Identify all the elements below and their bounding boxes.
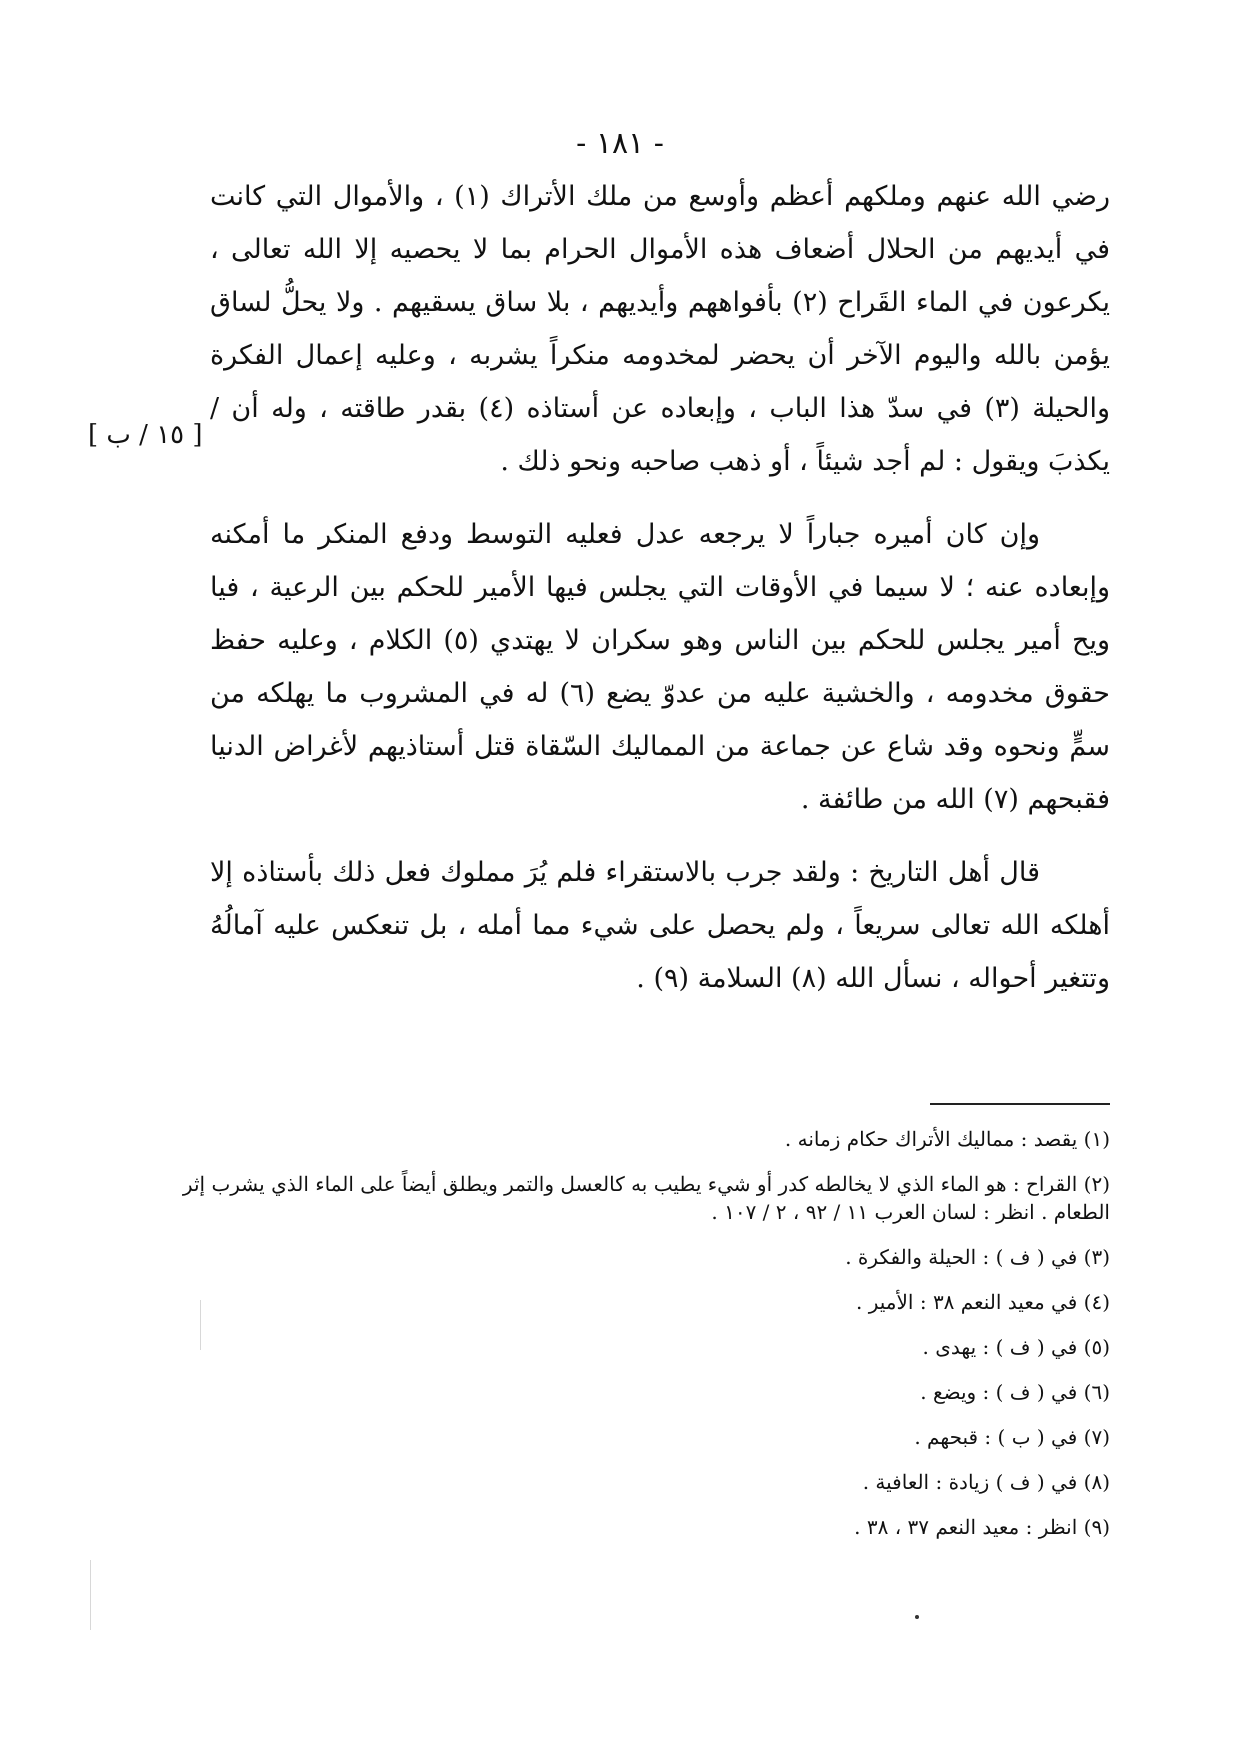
page-number: - ١٨١ - xyxy=(576,126,664,161)
footnote-2: (٢) القراح : هو الماء الذي لا يخالطه كدر أو شيء يطيب به كالعسل والتمر ويطلق أيضاً على الماء الذي يشرب إثر الطعام . انظر : لسان العرب ١١ / ٩٢ ، ٢ / ١٠٧ . xyxy=(182,1172,1110,1224)
scan-artifact-line xyxy=(200,1300,201,1350)
footnote-5: (٥) في ( ف ) : يهدى . xyxy=(922,1335,1110,1359)
main-text xyxy=(210,170,1110,1025)
margin-folio-note: [ ١٥ / ب ] xyxy=(88,420,203,450)
scan-artifact-line xyxy=(90,1560,91,1630)
paragraph-1: رضي الله عنهم وملكهم أعظم وأوسع من ملك الأتراك (١) ، والأموال التي كانت في أيديهم من الحلال أضعاف هذه الأموال الحرام بما لا يحصيه إلا الله تعالى ، يكرعون في الماء القَراح (٢) بأفواههم وأيديهم ، بلا ساق يسقيهم . ولا يحلُّ لساق يؤمن بالله واليوم الآخر أن يحضر لمخدومه منكراً يشربه ، وعليه إعمال الفكرة والحيلة (٣) في سدّ هذا الباب ، وإبعاده عن أستاذه (٤) بقدر طاقته ، وله أن / يكذبَ ويقول : لم أجد شيئاً ، أو ذهب صاحبه ونحو ذلك . xyxy=(210,181,1111,477)
paragraph-3: قال أهل التاريخ : ولقد جرب بالاستقراء فلم يُرَ مملوك فعل ذلك بأستاذه إلا أهلكه الله تعالى سريعاً ، ولم يحصل على شيء مما أمله ، بل تنعكس عليه آمالُهُ وتتغير أحواله ، نسأل الله (٨) السلامة (٩) . xyxy=(210,857,1110,994)
scan-artifact-dot xyxy=(915,1615,919,1619)
footnote-8: (٨) في ( ف ) زيادة : العافية . xyxy=(862,1470,1110,1494)
paragraph-2: وإن كان أميره جباراً لا يرجعه عدل فعليه التوسط ودفع المنكر ما أمكنه وإبعاده عنه ؛ لا سيما في الأوقات التي يجلس فيها الأمير للحكم بين الرعية ، فيا ويح أمير يجلس للحكم بين الناس وهو سكران لا يهتدي (٥) الكلام ، وعليه حفظ حقوق مخدومه ، والخشية عليه من عدوّ يضع (٦) له في المشروب ما يهلكه من سمٍّ ونحوه وقد شاع عن جماعة من المماليك السّقاة قتل أستاذيهم لأغراض الدنيا فقبحهم (٧) الله من طائفة . xyxy=(210,519,1110,815)
footnote-separator xyxy=(930,1103,1110,1105)
footnotes xyxy=(180,1125,1110,1558)
footnote-3: (٣) في ( ف ) : الحيلة والفكرة . xyxy=(845,1245,1110,1269)
footnote-1: (١) يقصد : مماليك الأتراك حكام زمانه . xyxy=(784,1127,1110,1151)
footnote-7: (٧) في ( ب ) : قبحهم . xyxy=(914,1425,1110,1449)
footnote-4: (٤) في معيد النعم ٣٨ : الأمير . xyxy=(856,1290,1110,1314)
footnote-9: (٩) انظر : معيد النعم ٣٧ ، ٣٨ . xyxy=(854,1515,1110,1539)
footnote-6: (٦) في ( ف ) : ويضع . xyxy=(920,1380,1110,1404)
